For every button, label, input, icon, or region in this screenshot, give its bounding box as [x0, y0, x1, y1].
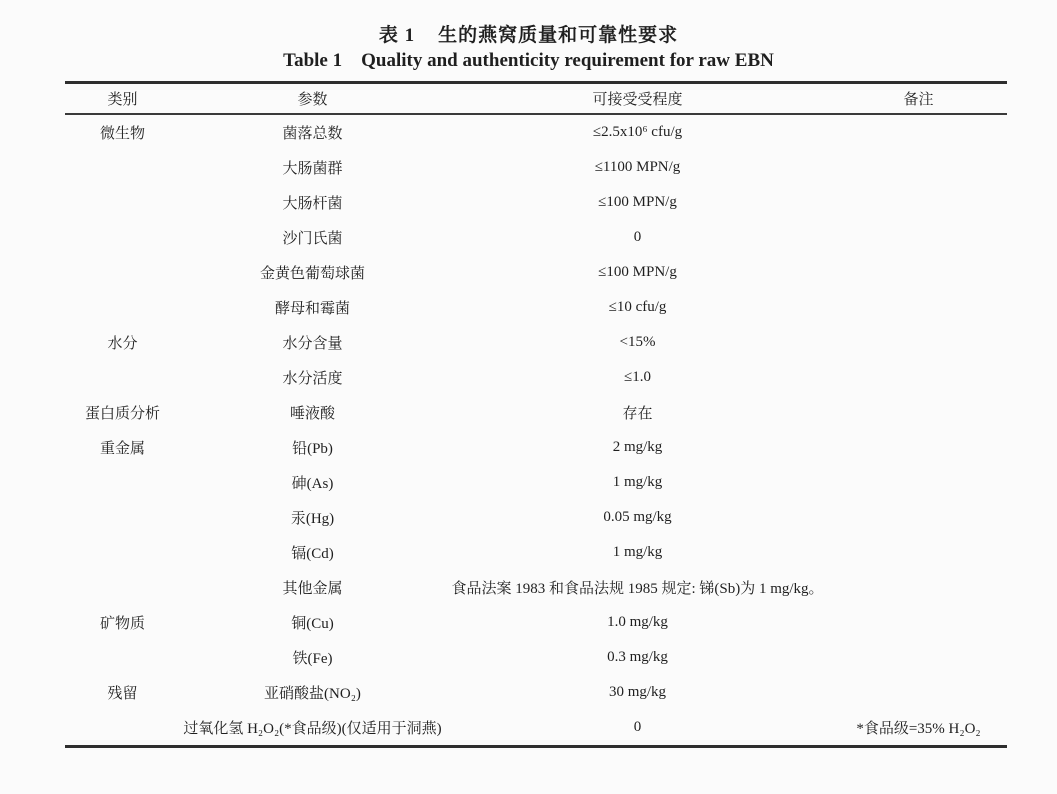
cell-parameter: 酵母和霉菌	[274, 301, 350, 317]
cell-parameter: 水分含量	[282, 336, 343, 352]
cell-value: 0.3 mg/kg	[607, 649, 668, 665]
cell-value: 食品法案 1983 和食品法规 1985 规定: 锑(Sb)为 1 mg/kg。	[451, 581, 824, 597]
cell-value: ≤2.5x10⁶ cfu/g	[592, 124, 683, 140]
cell-value: 1.0 mg/kg	[607, 614, 668, 630]
table-row	[65, 500, 1007, 535]
cell-parameter: 汞(Hg)	[290, 511, 335, 527]
header-parameter: 参数	[297, 92, 328, 108]
table-row	[65, 465, 1007, 500]
cell-value: 存在	[622, 406, 653, 422]
cell-category: 重金属	[99, 441, 145, 457]
cell-value: 0	[633, 719, 642, 735]
cell-note: *食品级=35% H₂O₂	[856, 721, 981, 737]
header-remarks: 备注	[903, 92, 934, 108]
cell-parameter: 其他金属	[282, 581, 343, 597]
cell-parameter: 亚硝酸盐(NO₂)	[264, 686, 361, 702]
cell-parameter: 铜(Cu)	[291, 616, 334, 632]
table-row	[65, 220, 1007, 255]
table-row	[65, 675, 1007, 710]
table-row	[65, 430, 1007, 465]
table-row	[65, 325, 1007, 360]
cell-category: 残留	[107, 686, 138, 702]
table-row	[65, 360, 1007, 395]
cell-parameter: 铅(Pb)	[292, 441, 333, 457]
cell-value: 1 mg/kg	[612, 544, 663, 560]
cell-parameter: 砷(As)	[291, 476, 334, 492]
cell-value: <15%	[619, 334, 656, 350]
table-row	[65, 255, 1007, 290]
table-row	[65, 150, 1007, 185]
cell-value: ≤100 MPN/g	[598, 264, 677, 280]
cell-value: 30 mg/kg	[608, 684, 667, 700]
table-title-chinese: 表 1 生的燕窝质量和可靠性要求	[378, 25, 679, 46]
table-header-row	[65, 84, 1007, 113]
table-row	[65, 570, 1007, 605]
cell-parameter: 大肠杆菌	[282, 196, 343, 212]
cell-parameter: 铁(Fe)	[292, 651, 333, 667]
cell-parameter: 金黄色葡萄球菌	[259, 266, 365, 282]
cell-category: 微生物	[99, 126, 145, 142]
header-acceptable-level: 可接受受程度	[592, 92, 683, 108]
table-bottom-rule	[65, 745, 1007, 748]
table-row	[65, 185, 1007, 220]
quality-requirements-table	[65, 81, 1007, 748]
cell-parameter: 唾液酸	[289, 406, 335, 422]
cell-category: 蛋白质分析	[84, 406, 160, 422]
cell-parameter: 大肠菌群	[282, 161, 343, 177]
cell-parameter: 菌落总数	[282, 126, 343, 142]
cell-value: 2 mg/kg	[612, 439, 663, 455]
table-row	[65, 115, 1007, 150]
cell-value: ≤10 cfu/g	[608, 299, 667, 315]
cell-parameter: 过氧化氢 H₂O₂(*食品级)(仅适用于洞燕)	[183, 721, 442, 737]
cell-value: ≤100 MPN/g	[598, 194, 677, 210]
cell-value: ≤1.0	[624, 369, 651, 385]
table-row	[65, 535, 1007, 570]
cell-category: 水分	[107, 336, 138, 352]
table-row	[65, 605, 1007, 640]
table-row	[65, 710, 1007, 745]
cell-parameter: 水分活度	[282, 371, 343, 387]
cell-category: 矿物质	[99, 616, 145, 632]
table-row	[65, 290, 1007, 325]
table-row	[65, 395, 1007, 430]
cell-parameter: 镉(Cd)	[291, 546, 334, 562]
cell-value: ≤1100 MPN/g	[594, 159, 681, 175]
cell-value: 0	[633, 229, 642, 245]
cell-value: 0.05 mg/kg	[603, 509, 672, 525]
cell-value: 1 mg/kg	[612, 474, 663, 490]
header-category: 类别	[107, 92, 138, 108]
table-title-english: Table 1 Quality and authenticity requirement for raw EBN	[283, 50, 774, 71]
cell-parameter: 沙门氏菌	[282, 231, 343, 247]
table-row	[65, 640, 1007, 675]
